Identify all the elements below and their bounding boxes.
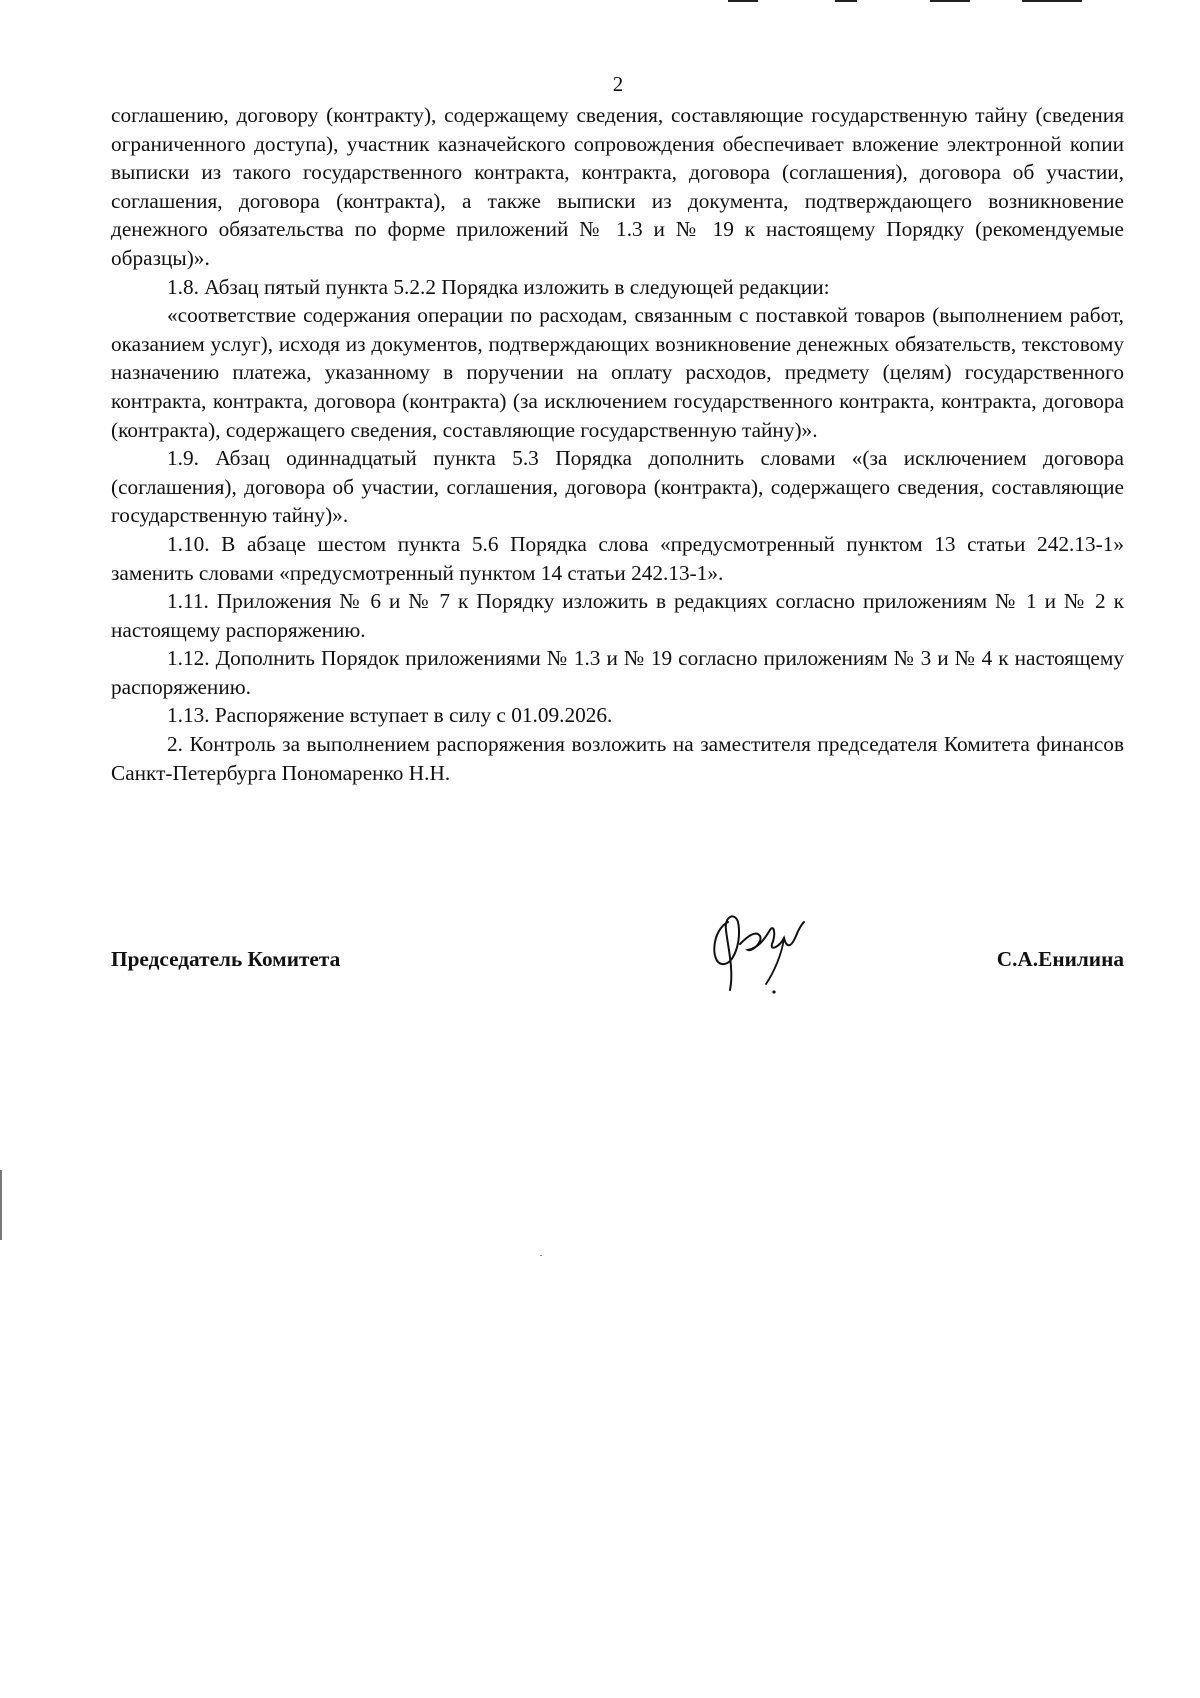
paragraph-1-12: 1.12. Дополнить Порядок приложениями № 1.3 и № 19 согласно приложениям № 3 и № 4 к настоящему распоряжению. — [111, 646, 1124, 699]
paragraph-1-8-quote: «соответствие содержания операции по расходам, связанным с поставкой товаров (выполнением работ, оказанием услуг), исходя из документов, подтверждающих возникновение денежных обязательств, текстовому назначению платежа, указанному в поручении на оплату расходов, предмету (целям) государственного контракта, контракта, договора (контракта) (за исключением государственного контракта, контракта, договора (контракта), содержащего сведения, составляющие государственную тайну)». — [111, 303, 1124, 442]
document-body — [111, 101, 1124, 787]
scan-edge-mark — [0, 1170, 2, 1240]
page-number: 2 — [612, 72, 624, 96]
signatory-name: С.А.Енилина — [996, 947, 1124, 971]
scan-edge-mark — [930, 0, 970, 2]
scan-edge-mark — [728, 0, 758, 2]
scan-edge-mark — [835, 0, 857, 2]
handwritten-signature — [700, 900, 830, 1000]
paragraph-2: 2. Контроль за выполнением распоряжения возложить на заместителя председателя Комитета финансов Санкт-Петербурга Пономаренко Н.Н. — [111, 732, 1124, 785]
paragraph-continuation: соглашению, договору (контракту), содержащему сведения, составляющие государственную тайну (сведения ограниченного доступа), участник казначейского сопровождения обеспечивает вложение электронной копии выписки из такого государственного контракта, контракта, договора (соглашения), договора об участии, соглашения, договора (контракта), а также выписки из документа, подтверждающего возникновение денежного обязательства по форме приложений № 1.3 и № 19 к настоящему Порядку (рекомендуемые образцы)». — [111, 103, 1124, 270]
signatory-title: Председатель Комитета — [111, 947, 341, 971]
paragraph-1-10: 1.10. В абзаце шестом пункта 5.6 Порядка слова «предусмотренный пунктом 13 статьи 242.13-1» заменить словами «предусмотренный пунктом 14 статьи 242.13-1». — [111, 531, 1124, 585]
scan-edge-mark — [1022, 0, 1082, 2]
scan-dust-mark — [540, 1255, 542, 1256]
paragraph-1-8: 1.8. Абзац пятый пункта 5.2.2 Порядка изложить в следующей редакции: — [167, 274, 830, 299]
paragraph-1-11: 1.11. Приложения № 6 и № 7 к Порядку изложить в редакциях согласно приложениям № 1 и № 2 к настоящему распоряжению. — [111, 589, 1124, 642]
paragraph-1-9: 1.9. Абзац одиннадцатый пункта 5.3 Порядка дополнить словами «(за исключением договора (соглашения), договора об участии, соглашения, договора (контракта), содержащего сведения, составляющие государственную тайну)». — [111, 446, 1124, 528]
paragraph-1-13: 1.13. Распоряжение вступает в силу с 01.09.2026. — [167, 703, 613, 728]
signature-block — [111, 945, 1124, 975]
